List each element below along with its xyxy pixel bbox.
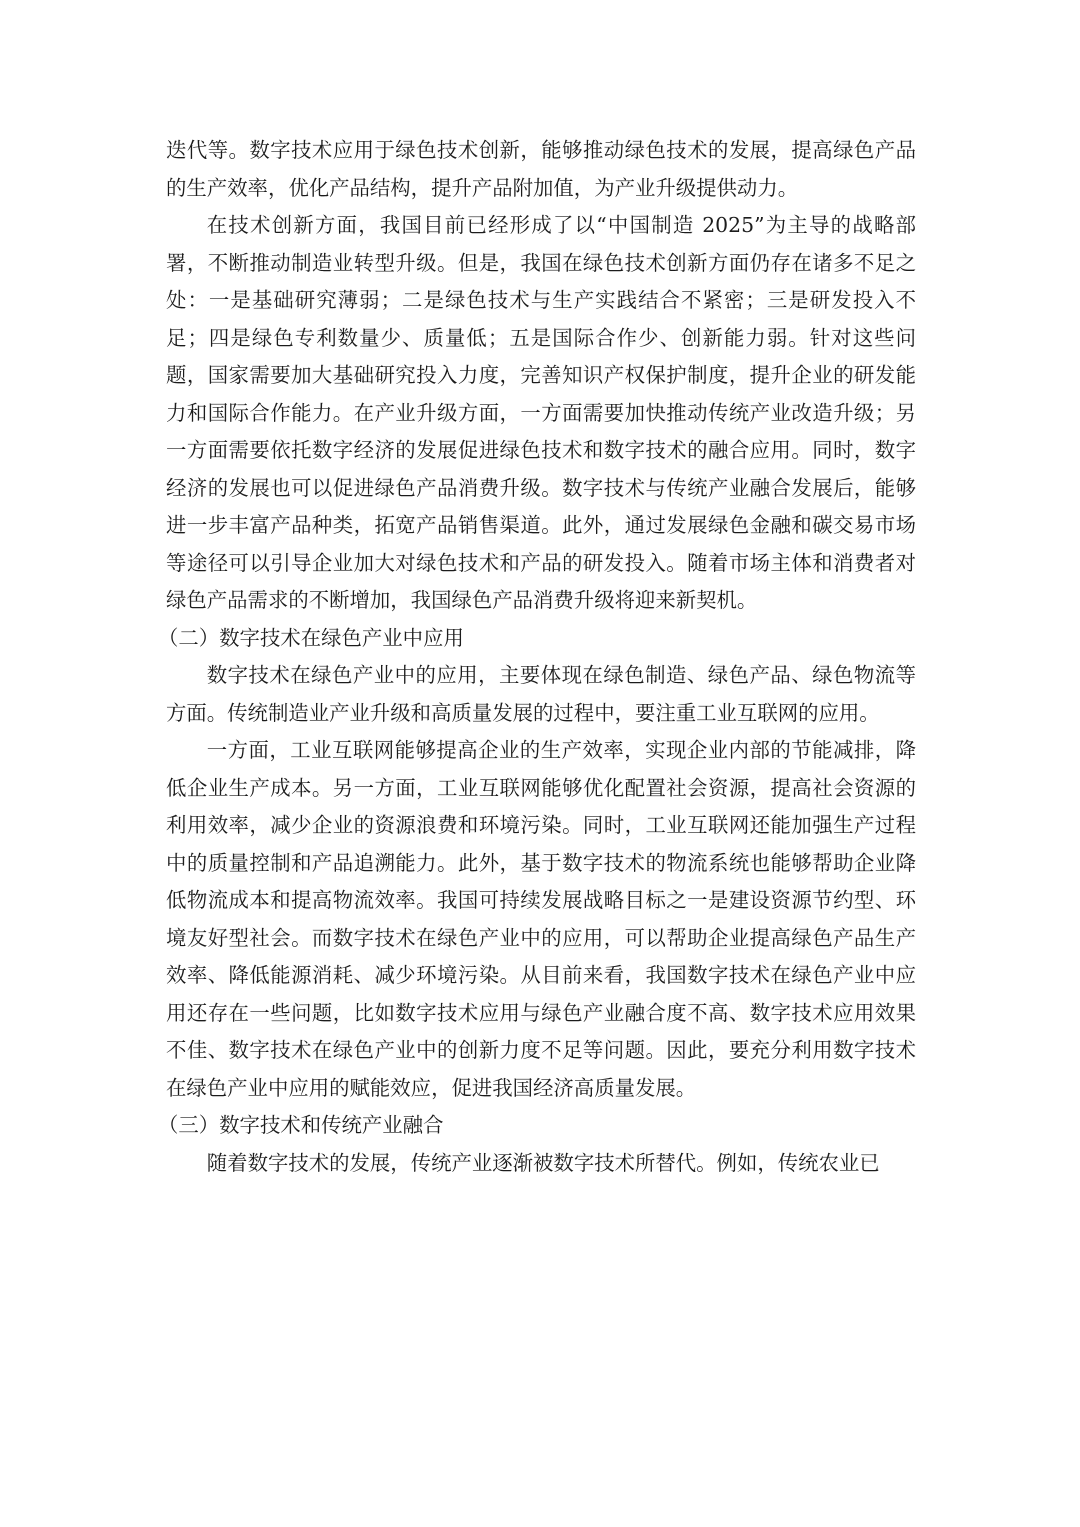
paragraph-industrial-internet: 一方面，工业互联网能够提高企业的生产效率，实现企业内部的节能减排，降低企业生产成本。另一方面，工业互联网能够优化配置社会资源，提高社会资源的利用效率，减少企业的资源浪费和环境污染。同时，工业互联网还能加强生产过程中的质量控制和产品追溯能力。此外，基于数字技术的物流系统也能够帮助企业降低物流成本和提高物流效率。我国可持续发展战略目标之一是建设资源节约型、环境友好型社会。而数字技术在绿色产业中的应用，可以帮助企业提高绿色产品生产效率、降低能源消耗、减少环境污染。从目前来看，我国数字技术在绿色产业中应用还存在一些问题，比如数字技术应用与绿色产业融合度不高、数字技术应用效果不佳、数字技术在绿色产业中的创新力度不足等问题。因此，要充分利用数字技术在绿色产业中应用的赋能效应，促进我国经济高质量发展。 bbox=[166, 738, 916, 1100]
paragraph-traditional-industry: 随着数字技术的发展，传统产业逐渐被数字技术所替代。例如，传统农业已 bbox=[206, 1150, 880, 1175]
paragraph-continuation: 迭代等。数字技术应用于绿色技术创新，能够推动绿色技术的发展，提高绿色产品的生产效率，优化产品结构，提升产品附加值，为产业升级提供动力。 bbox=[166, 138, 916, 200]
document-body bbox=[158, 132, 916, 1182]
paragraph-technology-innovation: 在技术创新方面，我国目前已经形成了以“中国制造 2025”为主导的战略部署，不断推动制造业转型升级。但是，我国在绿色技术创新方面仍存在诸多不足之处：一是基础研究薄弱；二是绿色技术与生产实践结合不紧密；三是研发投入不足；四是绿色专利数量少、质量低；五是国际合作少、创新能力弱。针对这些问题，国家需要加大基础研究投入力度，完善知识产权保护制度，提升企业的研发能力和国际合作能力。在产业升级方面，一方面需要加快推动传统产业改造升级；另一方面需要依托数字经济的发展促进绿色技术和数字技术的融合应用。同时，数字经济的发展也可以促进绿色产品消费升级。数字技术与传统产业融合发展后，能够进一步丰富产品种类，拓宽产品销售渠道。此外，通过发展绿色金融和碳交易市场等途径可以引导企业加大对绿色技术和产品的研发投入。随着市场主体和消费者对绿色产品需求的不断增加，我国绿色产品消费升级将迎来新契机。 bbox=[166, 213, 916, 612]
paragraph-green-industry-application: 数字技术在绿色产业中的应用，主要体现在绿色制造、绿色产品、绿色物流等方面。传统制造业产业升级和高质量发展的过程中，要注重工业互联网的应用。 bbox=[166, 663, 916, 725]
section-heading-2: （二）数字技术在绿色产业中应用 bbox=[158, 625, 464, 650]
section-heading-3: （三）数字技术和传统产业融合 bbox=[158, 1113, 444, 1137]
